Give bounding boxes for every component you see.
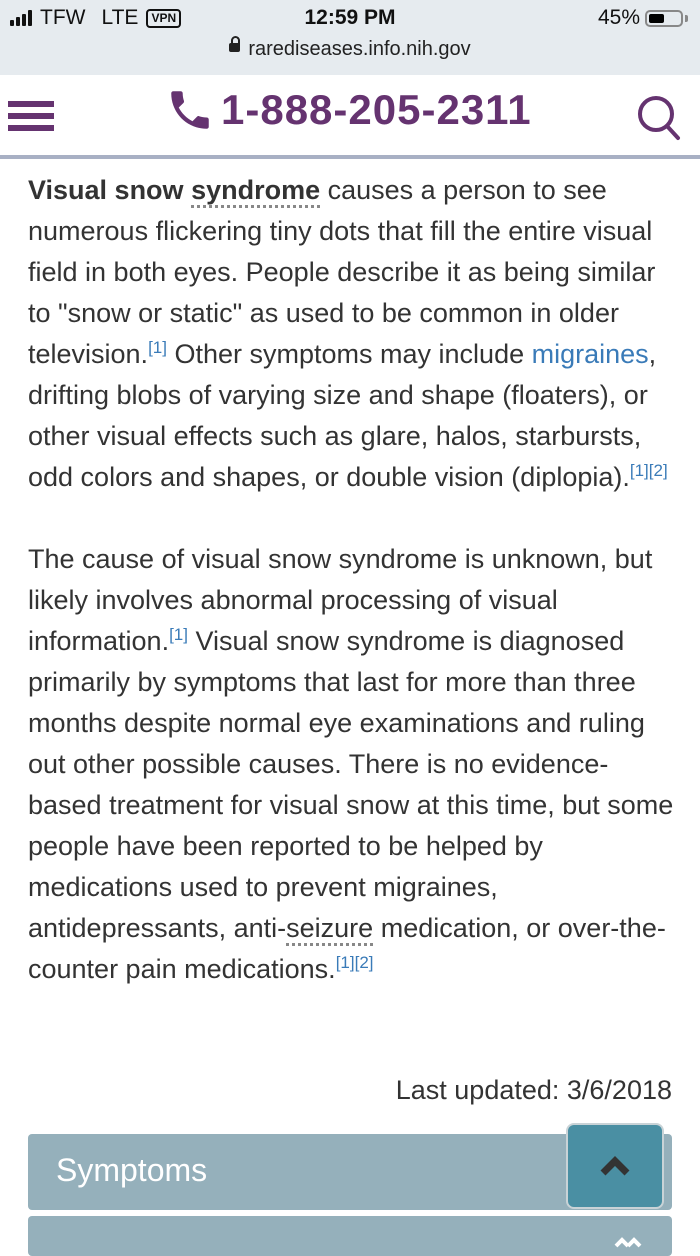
network-type: LTE <box>101 6 139 29</box>
disease-name-bold: Visual snow <box>28 175 192 205</box>
last-updated: Last updated: 3/6/2018 <box>395 1075 672 1105</box>
accordion-next[interactable] <box>28 1216 672 1256</box>
reference-link[interactable]: [2] <box>354 953 374 972</box>
text: Visual snow syndrome is diagnosed primarily by symptoms that last for more than three months despite normal eye examinations and ruling out other possible causes. There is no evidence-based treatment for visual snow at this time, but some people have been reported to be helped by medications used to prevent migraines, antidepressants, anti- <box>28 626 674 943</box>
summary-paragraph <box>28 170 678 498</box>
migraines-link[interactable]: migraines <box>531 339 649 369</box>
phone-link[interactable] <box>165 85 532 135</box>
battery-icon <box>645 10 683 27</box>
clock: 12:59 PM <box>304 6 396 29</box>
reference-link[interactable]: [1] <box>148 338 167 357</box>
lock-icon <box>229 43 240 52</box>
accordion-label: Symptoms <box>56 1152 208 1188</box>
text: , drifting blobs of varying size and shape (floaters), or other visual effects such as glare, halos, starbursts, odd colors and shapes, or double vision (diplopia). <box>28 339 657 492</box>
battery-info <box>598 6 688 30</box>
address-bar[interactable] <box>0 38 700 61</box>
reference-link[interactable]: [2] <box>648 461 668 480</box>
text: Other symptoms may include <box>166 339 532 369</box>
reference-link[interactable]: [1] <box>629 461 649 480</box>
reference-link[interactable]: [1] <box>335 953 355 972</box>
status-bar <box>0 0 700 75</box>
chevron-up-icon <box>599 1155 631 1177</box>
battery-percent: 45% <box>597 6 640 29</box>
phone-icon <box>165 85 215 135</box>
phone-number: 1-888-205-2311 <box>221 86 532 133</box>
text: medication, or over-the-counter pain medications. <box>28 913 666 984</box>
carrier-name: TFW <box>40 6 86 29</box>
text: causes a person to see numerous flickering tiny dots that fill the entire visual field in both eyes. People describe it as being similar to "snow or static" as used to be common in older television. <box>28 175 656 369</box>
glossary-term-seizure[interactable]: seizure <box>286 913 373 946</box>
back-to-top-button[interactable] <box>566 1123 664 1209</box>
vpn-badge: VPN <box>146 9 181 28</box>
text: The cause of visual snow syndrome is unknown, but likely involves abnormal processing of visual information. <box>28 544 653 656</box>
site-header <box>0 75 700 159</box>
hamburger-icon[interactable] <box>8 101 54 131</box>
glossary-term-syndrome[interactable]: syndrome <box>191 175 320 208</box>
article-body <box>28 170 678 990</box>
search-icon[interactable] <box>634 93 684 148</box>
url-text: rarediseases.info.nih.gov <box>248 38 471 60</box>
chevron-down-icon <box>612 1230 642 1250</box>
reference-link[interactable]: [1] <box>169 625 188 644</box>
cause-paragraph <box>28 539 678 990</box>
